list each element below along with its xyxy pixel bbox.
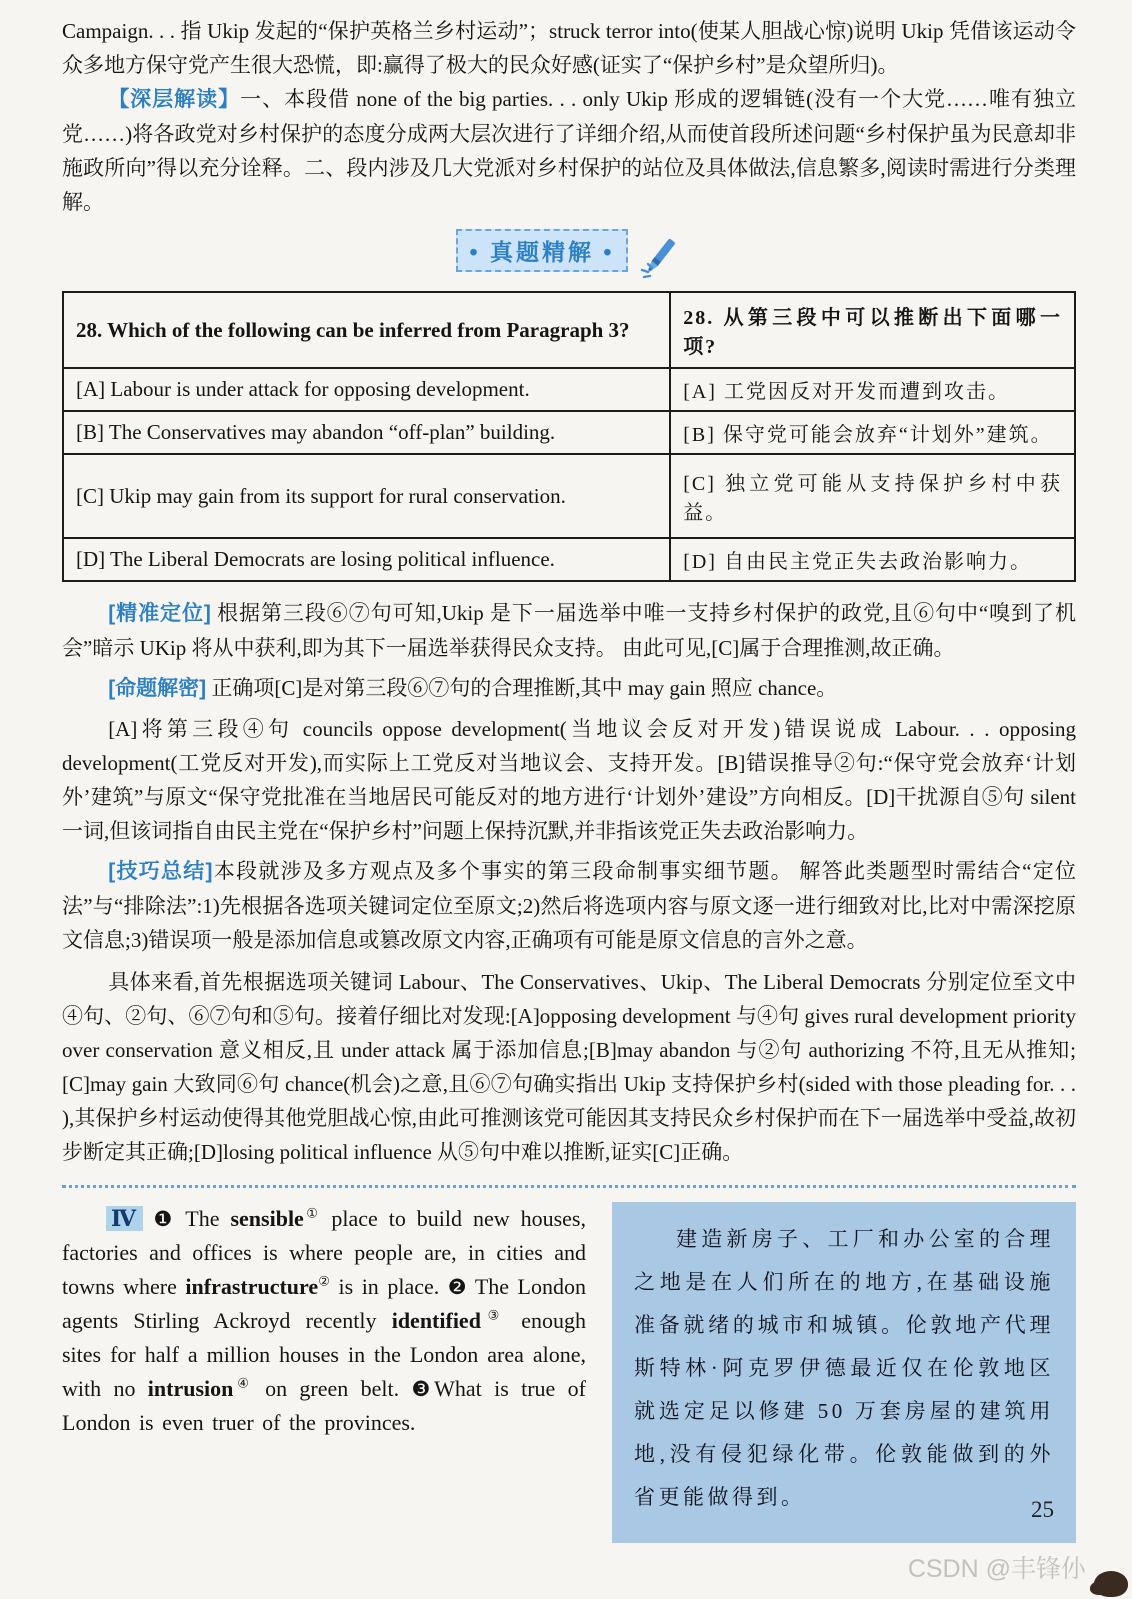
page-content — [62, 14, 1076, 1543]
continuation-paragraph: Campaign. . . 指 Ukip 发起的“保护英格兰乡村运动”；struck terror into(使某人胆战心惊)说明 Ukip 凭借该运动令众多地方保守党产生很大恐慌，即:赢得了极大的民众好感(证实了“保护乡村”是众望所归)。 — [62, 19, 1076, 77]
dotted-divider — [62, 1185, 1076, 1188]
option-zh: [A] 工党因反对开发而遭到攻击。 — [670, 368, 1075, 411]
table-row — [63, 454, 1075, 538]
option-en: [D] The Liberal Democrats are losing political influence. — [63, 538, 670, 581]
translation-text: 建造新房子、工厂和办公室的合理之地是在人们所在的地方,在基础设施准备就绪的城市和城镇。伦敦地产代理斯特林·阿克罗伊德最近仅在伦敦地区就选定足以修建 50 万套房屋的建筑用地,没有侵犯绿化带。伦敦能做到的外省更能做得到。 — [634, 1227, 1054, 1509]
option-zh: [D] 自由民主党正失去政治影响力。 — [670, 538, 1075, 581]
section-marker: Ⅳ — [106, 1206, 143, 1231]
proposition-secret-label: [命题解密] — [108, 677, 207, 700]
table-header-zh: 28. 从第三段中可以推断出下面哪一项? — [670, 292, 1075, 368]
precise-location-paragraph — [62, 596, 1076, 665]
option-en: [B] The Conservatives may abandon “off-plan” building. — [63, 411, 670, 454]
vocab-note-number: ① — [303, 1205, 321, 1221]
option-zh: [C] 独立党可能从支持保护乡村中获益。 — [670, 454, 1075, 538]
vocab-note-number: ② — [318, 1273, 330, 1289]
option-analysis-paragraph: [A]将第三段④句 councils oppose development(当地议会反对开发)错误说成 Labour. . . opposing development(工党反对开发),而实际上工党反对当地议会、支持开发。[B]错误推导②句:“保守党会放弃‘计划外’建筑”与原文“保守党批准在当地居民可能反对的地方进行‘计划外’建设”方向相反。[D]干扰源自⑤句 silent 一词,但该词指自由民主党在“保护乡村”问题上保持沉默,并非指该党正失去政治影响力。 — [62, 717, 1076, 843]
option-en: [C] Ukip may gain from its support for rural conservation. — [63, 454, 670, 538]
sentence-number-icon: ❸ — [411, 1377, 435, 1401]
real-question-badge: • 真题精解 • — [456, 229, 629, 272]
translation-box — [612, 1202, 1076, 1543]
vocab-word: intrusion — [147, 1376, 234, 1401]
sentence-number-icon: ❶ — [153, 1207, 175, 1231]
proposition-secret-text: 正确项[C]是对第三段⑥⑦句的合理推断,其中 may gain 照应 chance。 — [211, 676, 838, 700]
option-zh: [B] 保守党可能会放弃“计划外”建筑。 — [670, 411, 1075, 454]
proposition-secret-paragraph — [62, 671, 1076, 706]
vocab-word: sensible — [230, 1206, 304, 1231]
detail-paragraph: 具体来看,首先根据选项关键词 Labour、The Conservatives、Ukip、The Liberal Democrats 分别定位至文中④句、②句、⑥⑦句和⑤句。接着仔细比对发现:[A]opposing development 与④句 gives rural development priority over conservation 意义相反,且 under attack 属于添加信息;[B]may abandon 与②句 authorizing 不符,且无从推知;[C]may gain 大致同⑥句 chance(机会)之意,且⑥⑦句确实指出 Ukip 支持保护乡村(sided with those pleading for. . . ),其保护乡村运动使得其他党胆战心惊,由此可推测该党可能因其支持民众乡村保护而在下一届选举中受益,故初步断定其正确;[D]losing political influence 从⑤句中难以推断,证实[C]正确。 — [62, 970, 1076, 1164]
technique-summary-paragraph — [62, 854, 1076, 957]
vocab-note-number: ③ — [480, 1307, 507, 1323]
table-row — [63, 368, 1075, 411]
table-row — [63, 538, 1075, 581]
sentence-number-icon: ❷ — [447, 1275, 467, 1299]
deep-analysis-label: 【深层解读】 — [108, 88, 241, 111]
technique-summary-text: 本段就涉及多方观点及多个事实的第三段命制事实细节题。 解答此类题型时需结合“定位法”与“排除法”:1)先根据各选项关键词定位至原文;2)然后将选项内容与原文逐一进行细致对比,比对中需深挖原文信息;3)错误项一般是添加信息或篡改原文内容,正确项有可能是原文信息的言外之意。 — [62, 859, 1076, 952]
precise-location-label: [精准定位] — [108, 602, 211, 625]
passage-text: Ⅳ ❶ The sensible① place to build new houses, factories and offices is where people are, in cities and towns where infrastructure② is in place. ❷ The London agents Stirling Ackroyd recently identified③ enough sites for half a million houses in the London area alone, with no intrusion④ on green belt. ❸What is true of London is even truer of the provinces. — [62, 1205, 587, 1435]
option-en: [A] Labour is under attack for opposing development. — [63, 368, 670, 411]
section-badge-row — [62, 229, 1076, 281]
pen-icon — [636, 234, 682, 287]
question-table-body — [63, 292, 1075, 581]
watermark-logo-icon — [1094, 1571, 1128, 1597]
table-header-row — [63, 292, 1075, 368]
page-number: 25 — [1031, 1497, 1054, 1522]
question-table — [62, 291, 1076, 582]
technique-summary-label: [技巧总结] — [108, 860, 213, 883]
vocab-word: infrastructure — [185, 1274, 319, 1299]
watermark-text: CSDN @丰锋仦 — [907, 1555, 1086, 1583]
vocab-note-number: ④ — [233, 1375, 253, 1391]
precise-location-text: 根据第三段⑥⑦句可知,Ukip 是下一届选举中唯一支持乡村保护的政党,且⑥句中“嗅到了机会”暗示 UKip 将从中获利,即为其下一届选举获得民众支持。 由此可见,[C]属于合理推测,故正确。 — [62, 601, 1076, 660]
vocab-word: identified — [391, 1308, 481, 1333]
table-header-en: 28. Which of the following can be inferred from Paragraph 3? — [63, 292, 670, 368]
deep-analysis-text: 一、本段借 none of the big parties. . . only Ukip 形成的逻辑链(没有一个大党……唯有独立党……)将各政党对乡村保护的态度分成两大层次进行了详细介绍,从而使首段所述问题“乡村保护虽为民意却非施政所向”得以充分诠释。二、段内涉及几大党派对乡村保护的站位及具体做法,信息繁多,阅读时需进行分类理解。 — [62, 87, 1077, 214]
deep-analysis-paragraph — [62, 82, 1076, 219]
bottom-section — [62, 1202, 1076, 1543]
table-row — [63, 411, 1075, 454]
